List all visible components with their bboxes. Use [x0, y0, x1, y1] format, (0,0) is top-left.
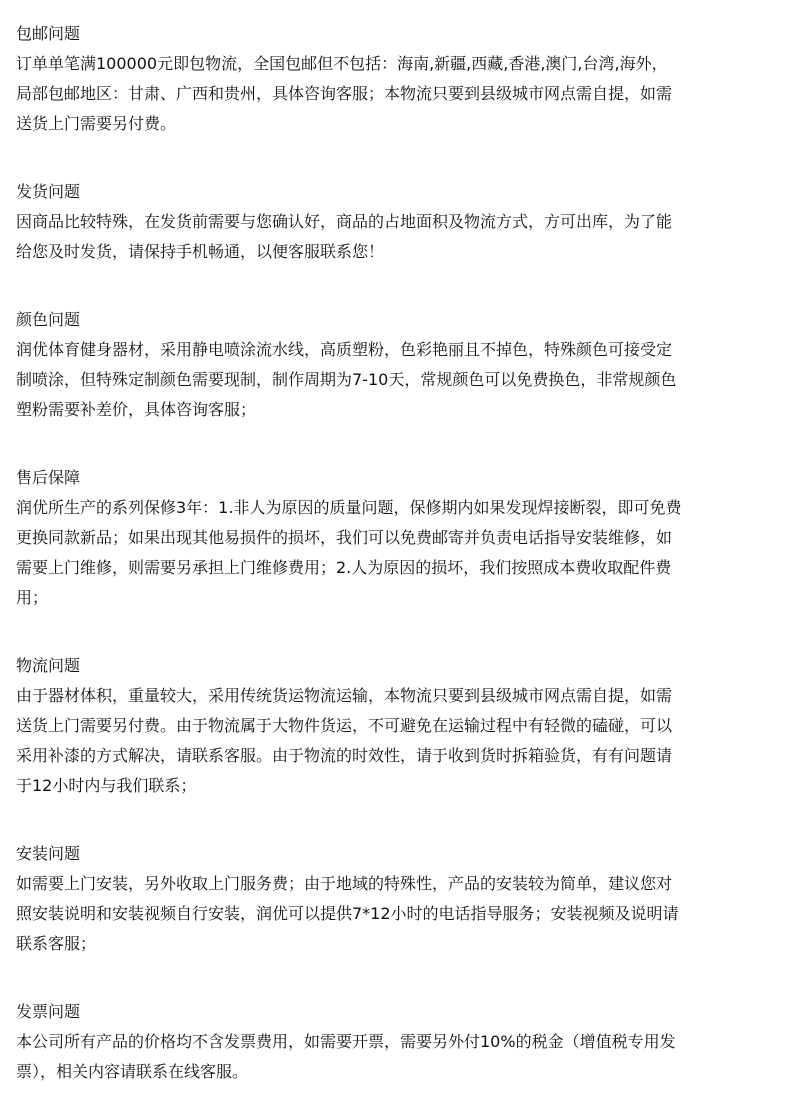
section-title: 售后保障 [16, 468, 81, 487]
body-line: 制喷涂，但特殊定制颜色需要现制，制作周期为7-10天，常规颜色可以免费换色，非常规颜色 [16, 370, 677, 389]
body-line: 票），相关内容请联系在线客服。 [16, 1062, 249, 1081]
body-line: 照安装说明和安装视频自行安装，润优可以提供7*12小时的电话指导服务；安装视频及说明请 [16, 904, 679, 923]
body-line: 本公司所有产品的价格均不含发票费用，如需要开票，需要另外付10%的税金（增值税专用发 [16, 1032, 676, 1051]
section-body [16, 335, 788, 425]
body-line: 联系客服； [16, 934, 97, 953]
section-title: 物流问题 [16, 656, 81, 675]
body-line: 于12小时内与我们联系； [16, 776, 197, 795]
body-line: 用； [16, 588, 49, 607]
body-line: 送货上门需要另付费。 [16, 114, 177, 133]
body-line: 因商品比较特殊，在发货前需要与您确认好，商品的占地面积及物流方式，方可出库，为了能 [16, 212, 673, 231]
body-line: 更换同款新品；如果出现其他易损件的损坏，我们可以免费邮寄并负责电话指导安装维修，如 [16, 528, 673, 547]
body-line: 给您及时发货，请保持手机畅通，以便客服联系您！ [16, 242, 385, 261]
section-invoice [16, 998, 788, 1087]
body-line: 需要上门维修，则需要另承担上门维修费用；2.人为原因的损坏，我们按照成本费收取配件费 [16, 558, 672, 577]
body-line: 润优所生产的系列保修3年：1.非人为原因的质量问题，保修期内如果发现焊接断裂，即可免费 [16, 498, 682, 517]
section-body [16, 207, 788, 267]
body-line: 订单单笔满100000元即包物流，全国包邮但不包括：海南,新疆,西藏,香港,澳门,台湾,海外， [16, 54, 668, 73]
section-body [16, 49, 788, 139]
document [16, 20, 788, 1087]
section-after-sales [16, 464, 788, 613]
section-logistics [16, 652, 788, 801]
section-body [16, 493, 788, 613]
body-line: 采用补漆的方式解决，请联系客服。由于物流的时效性，请于收到货时拆箱验货，有有问题请 [16, 746, 673, 765]
body-line: 润优体育健身器材，采用静电喷涂流水线，高质塑粉，色彩艳丽且不掉色，特殊颜色可接受定 [16, 340, 673, 359]
body-line: 由于器材体积，重量较大，采用传统货运物流运输，本物流只要到县级城市网点需自提，如需 [16, 686, 673, 705]
section-body [16, 1027, 788, 1087]
section-title: 发票问题 [16, 1002, 81, 1021]
body-line: 如需要上门安装，另外收取上门服务费；由于地域的特殊性，产品的安装较为简单，建议您对 [16, 874, 673, 893]
section-installation [16, 840, 788, 959]
section-body [16, 681, 788, 801]
section-body [16, 869, 788, 959]
section-title: 颜色问题 [16, 310, 81, 329]
body-line: 送货上门需要另付费。由于物流属于大物件货运，不可避免在运输过程中有轻微的磕碰，可以 [16, 716, 673, 735]
section-title: 包邮问题 [16, 24, 81, 43]
body-line: 局部包邮地区：甘肃、广西和贵州，具体咨询客服；本物流只要到县级城市网点需自提，如需 [16, 84, 673, 103]
section-delivery [16, 178, 788, 267]
section-color [16, 306, 788, 425]
body-line: 塑粉需要补差价，具体咨询客服； [16, 400, 257, 419]
section-free-shipping [16, 20, 788, 139]
section-title: 发货问题 [16, 182, 81, 201]
section-title: 安装问题 [16, 844, 81, 863]
